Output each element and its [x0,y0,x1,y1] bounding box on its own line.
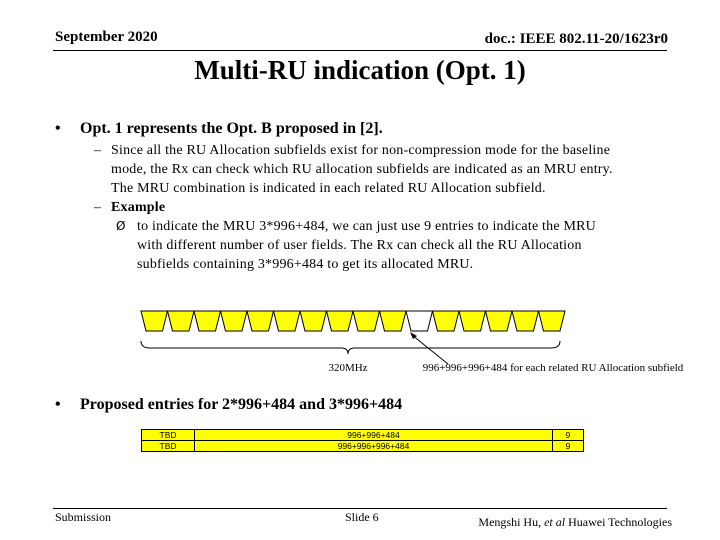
ru-subfield-filled [247,311,274,331]
bullet-2-text: Proposed entries for 2*996+484 and 3*996+484 [80,396,403,413]
ru-subfield-filled [433,311,460,331]
sub-bullet-1 [111,141,671,198]
example-line: with different number of user fields. The Rx can check all the RU Allocation [137,238,582,253]
ru-subfield-group [141,311,565,331]
arrow-marker: Ø [116,219,126,233]
footer-author-etal: et al [544,515,566,529]
ru-subfield-filled [274,311,301,331]
ru-subfield-filled [327,311,354,331]
bullet-marker-1: • [55,120,61,137]
ru-subfield-filled [459,311,486,331]
table-cell: 9 [553,430,584,441]
sub-bullet-1-line: The MRU combination is indicated in each related RU Allocation subfield. [111,181,546,196]
pointer-arrow [412,335,448,364]
ru-subfield-filled [380,311,407,331]
sub-bullet-2: Example [111,200,166,215]
table-cell: 996+996+484 [195,430,553,441]
dash-marker-2: – [94,200,102,215]
ru-subfield-filled [221,311,248,331]
ru-subfield-filled [353,311,380,331]
ru-subfield-filled [141,311,168,331]
footer-rule [53,508,667,509]
header-date: September 2020 [55,29,158,45]
table-cell: 996+996+996+484 [195,441,553,452]
sub-bullet-1-line: mode, the Rx can check which RU allocation subfields are indicated as an MRU entry. [111,162,613,177]
slide-title: Multi-RU indication (Opt. 1) [194,55,526,85]
bandwidth-brace [141,341,560,354]
table-cell: TBD [142,430,195,441]
ru-subfield-filled [300,311,327,331]
footer-author-name: Mengshi Hu, [478,515,545,529]
table-row [142,430,584,441]
table-cell: TBD [142,441,195,452]
footer-slide-number: Slide 6 [345,510,379,524]
dash-marker-1: – [94,143,102,158]
subfield-label: 996+996+996+484 for each related RU Allocation subfield [422,362,684,374]
bandwidth-label: 320MHz [328,362,368,374]
footer-submission: Submission [55,510,112,524]
ru-subfield-filled [194,311,221,331]
ru-subfield-filled [486,311,513,331]
bullet-marker-2: • [55,396,61,413]
footer-author-org: Huawei Technologies [565,515,672,529]
sub-bullet-1-line: Since all the RU Allocation subfields exist for non-compression mode for the baseline [111,143,611,158]
header-rule [53,50,667,51]
ru-subfield-empty [406,311,433,331]
bullet-1-text: Opt. 1 represents the Opt. B proposed in [2]. [80,120,383,137]
table-row [142,441,584,452]
entries-table [141,429,584,452]
footer-author [478,515,672,530]
table-cell: 9 [553,441,584,452]
ru-subfield-filled [168,311,195,331]
example-text [137,217,667,274]
example-line: to indicate the MRU 3*996+484, we can just use 9 entries to indicate the MRU [137,219,596,234]
example-line: subfields containing 3*996+484 to get its allocated MRU. [137,257,474,272]
ru-allocation-diagram [0,300,720,380]
ru-subfield-filled [539,311,566,331]
ru-subfield-filled [512,311,539,331]
header-doc-id: doc.: IEEE 802.11-20/1623r0 [484,31,668,47]
